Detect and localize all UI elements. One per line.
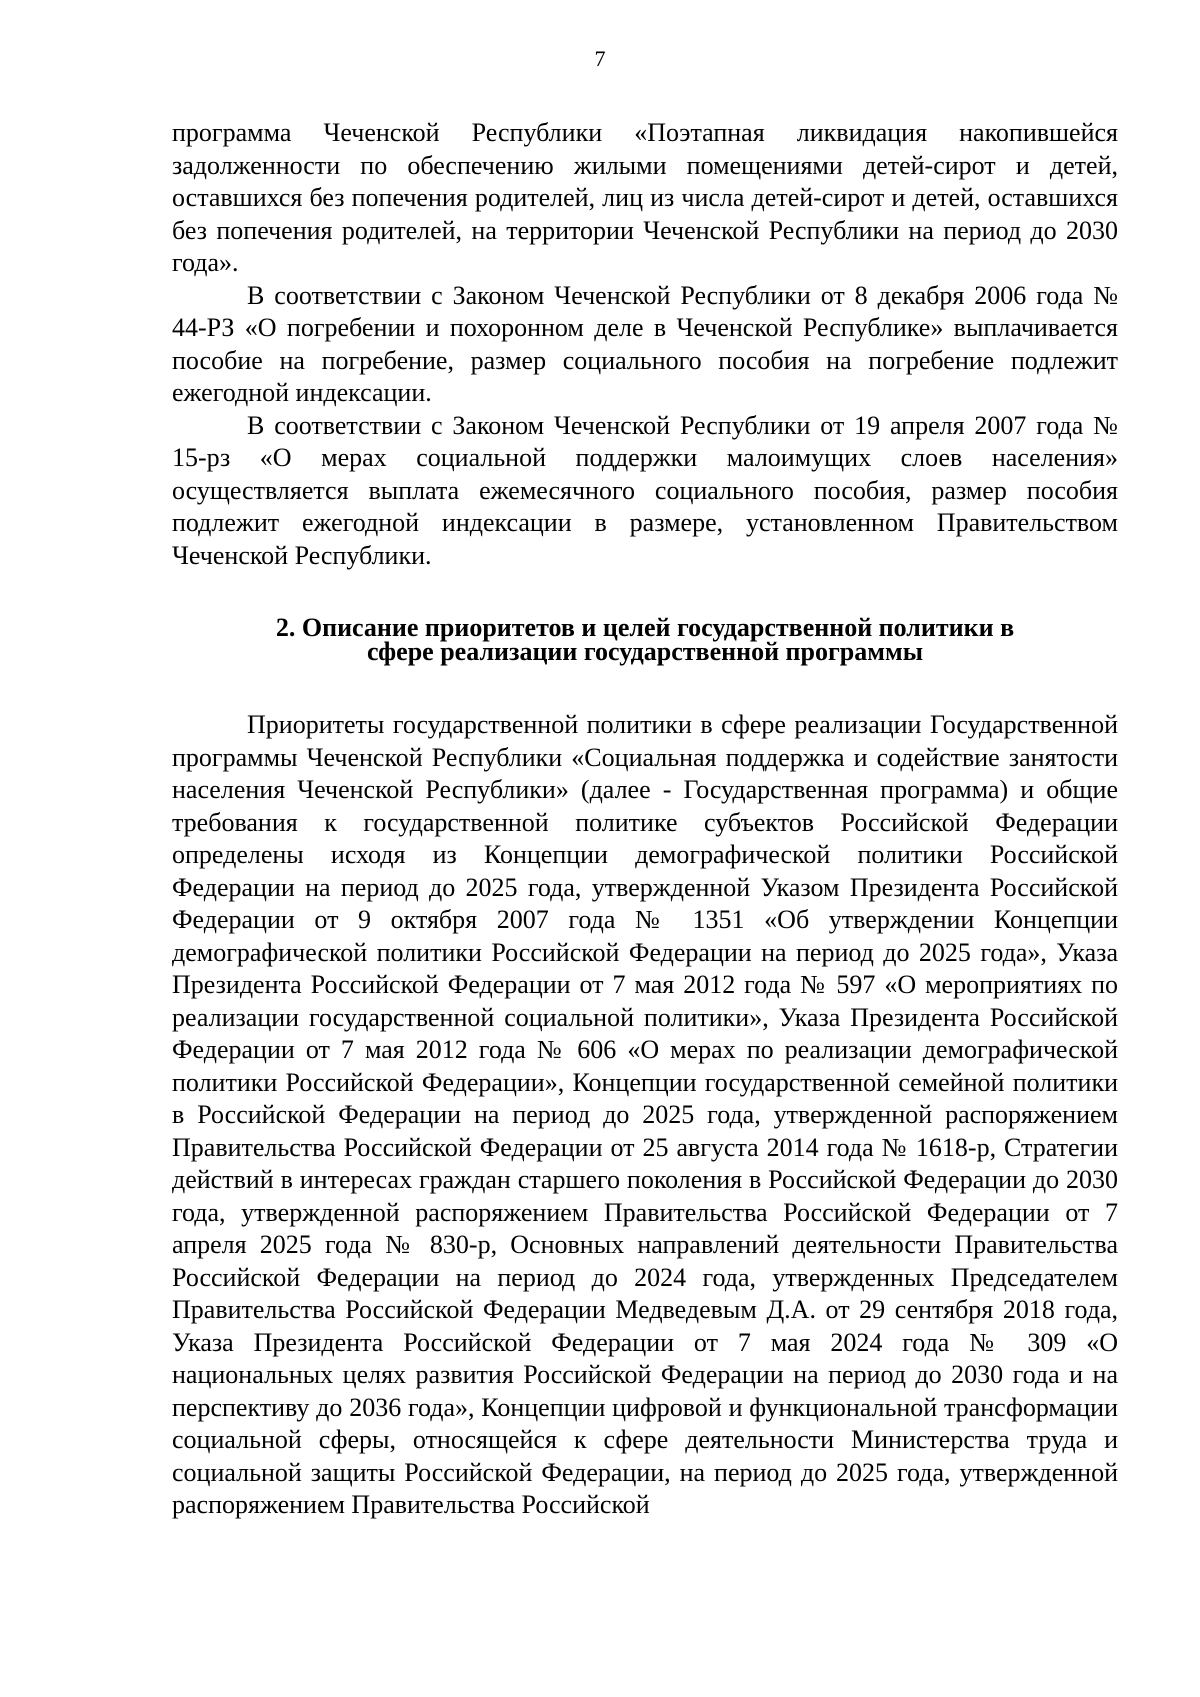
document-body [172, 117, 1118, 1522]
paragraph-policy-priorities: Приоритеты государственной политики в сфере реализации Государственной программы Чеченской Республики «Социальная поддержка и содействие занятости населения Чеченской Республики» (далее - Государственная программа) и общие требования к государственной политике субъектов Российской Федерации определены исходя из Концепции демографической политики Российской Федерации на период до 2025 года, утвержденной Указом Президента Российской Федерации от 9 октября 2007 года № 1351 «Об утверждении Концепции демографической политики Российской Федерации на период до 2025 года», Указа Президента Российской Федерации от 7 мая 2012 года № 597 «О мероприятиях по реализации государственной социальной политики», Указа Президента Российской Федерации от 7 мая 2012 года № 606 «О мерах по реализации демографической политики Российской Федерации», Концепции государственной семейной политики в Российской Федерации на период до 2025 года, утвержденной распоряжением Правительства Российской Федерации от 25 августа 2014 года № 1618-р, Стратегии действий в интересах граждан старшего поколения в Российской Федерации до 2030 года, утвержденной распоряжением Правительства Российской Федерации от 7 апреля 2025 года № 830-р, Основных направлений деятельности Правительства Российской Федерации на период до 2024 года, утвержденных Председателем Правительства Российской Федерации Медведевым Д.А. от 29 сентября 2018 года, Указа Президента Российской Федерации от 7 мая 2024 года № 309 «О национальных целях развития Российской Федерации на период до 2030 года и на перспективу до 2036 года», Концепции цифровой и функциональной трансформации социальной сферы, относящейся к сфере деятельности Министерства труда и социальной защиты Российской Федерации, на период до 2025 года, утвержденной распоряжением Правительства Российской [172, 710, 1118, 1519]
section-heading-line-1: 2. Описание приоритетов и целей государственной политики в [275, 613, 1015, 642]
page-number: 7 [594, 46, 606, 71]
section-heading-line-2: сфере реализации государственной программы [366, 637, 923, 666]
paragraph-program-continuation: программа Чеченской Республики «Поэтапная ликвидация накопившейся задолженности по обеспечению жилыми помещениями детей-сирот и детей, оставшихся без попечения родителей, лиц из числа детей-сирот и детей, оставшихся без попечения родителей, на территории Чеченской Республики на период до 2030 года». [172, 118, 1118, 277]
paragraph-burial-law: В соответствии с Законом Чеченской Республики от 8 декабря 2006 года № 44-РЗ «О погребении и похоронном деле в Чеченской Республике» выплачивается пособие на погребение, размер социального пособия на погребение подлежит ежегодной индексации. [172, 280, 1118, 407]
paragraph-low-income-law: В соответствии с Законом Чеченской Республики от 19 апреля 2007 года № 15-рз «О мерах социальной поддержки малоимущих слоев населения» осуществляется выплата ежемесячного социального пособия, размер пособия подлежит ежегодной индексации в размере, установленном Правительством Чеченской Республики. [172, 410, 1118, 570]
section-heading [172, 613, 1118, 666]
